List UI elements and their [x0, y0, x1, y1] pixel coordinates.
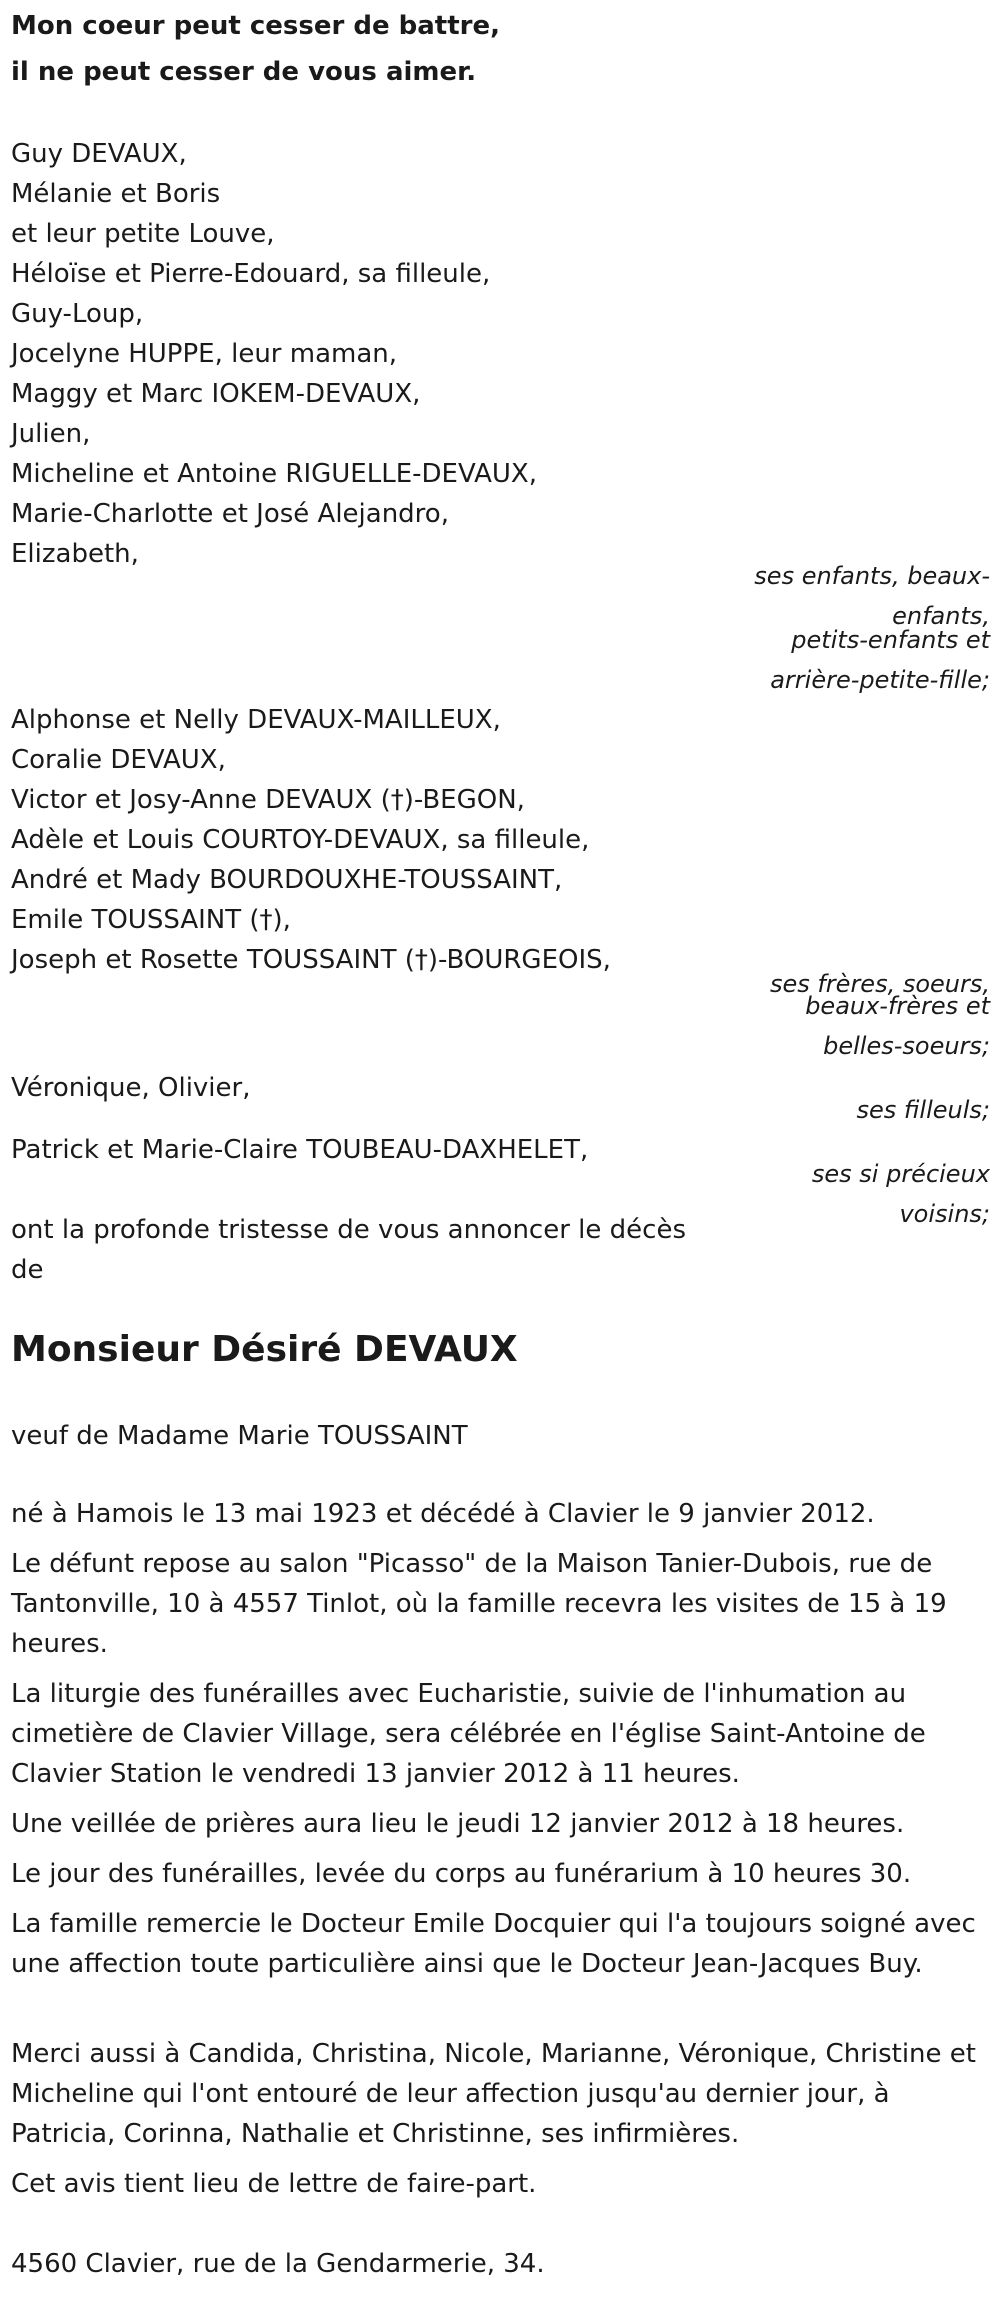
- quote-line-1: Mon coeur peut cesser de battre,: [11, 11, 500, 41]
- family-line: Victor et Josy-Anne DEVAUX (†)-BEGON,: [11, 785, 525, 815]
- family-line: Julien,: [11, 419, 91, 449]
- family-line: Jocelyne HUPPE, leur maman,: [11, 339, 398, 369]
- relation-label: enfants,: [892, 602, 990, 630]
- family-line: Joseph et Rosette TOUSSAINT (†)-BOURGEOIS,: [11, 945, 611, 975]
- detail-liturgy: La liturgie des funérailles avec Eucharistie, suivie de l'inhumation au cimetière de Clavier Village, sera célébrée en l'église Saint-Antoine de Clavier Station le vendredi 13 janvier 2012 à 11 heures.: [11, 1679, 926, 1789]
- relation-label: beaux-frères et: [805, 992, 990, 1020]
- relation-label: petits-enfants et: [791, 626, 990, 654]
- family-line: Mélanie et Boris: [11, 179, 221, 209]
- relation-label: ses si précieux: [811, 1160, 990, 1188]
- deceased-name: Monsieur Désiré DEVAUX: [11, 1329, 518, 1370]
- family-line: Coralie DEVAUX,: [11, 745, 226, 775]
- detail-notice: Cet avis tient lieu de lettre de faire-part.: [11, 2169, 537, 2199]
- godchildren-line: Véronique, Olivier,: [11, 1073, 251, 1103]
- relation-label: voisins;: [899, 1200, 990, 1228]
- relation-label: belles-soeurs;: [823, 1032, 990, 1060]
- detail-thanks-carers: Merci aussi à Candida, Christina, Nicole, Marianne, Véronique, Christine et Micheline qui l'ont entouré de leur affection jusqu'au dernier jour, à Patricia, Corinna, Nathalie et Christinne, ses infirmières.: [11, 2039, 976, 2149]
- family-line: Alphonse et Nelly DEVAUX-MAILLEUX,: [11, 705, 501, 735]
- relation-label: arrière-petite-fille;: [770, 666, 990, 694]
- family-line: Guy-Loup,: [11, 299, 144, 329]
- family-line: Micheline et Antoine RIGUELLE-DEVAUX,: [11, 459, 537, 489]
- family-line: Guy DEVAUX,: [11, 139, 187, 169]
- family-line: Emile TOUSSAINT (†),: [11, 905, 291, 935]
- family-line: André et Mady BOURDOUXHE-TOUSSAINT,: [11, 865, 563, 895]
- family-line: Maggy et Marc IOKEM-DEVAUX,: [11, 379, 421, 409]
- detail-vigil: Une veillée de prières aura lieu le jeudi 12 janvier 2012 à 18 heures.: [11, 1809, 905, 1839]
- detail-thanks-doctors: La famille remercie le Docteur Emile Docquier qui l'a toujours soigné avec une affection toute particulière ainsi que le Docteur Jean-Jacques Buy.: [11, 1909, 976, 1979]
- family-line: Adèle et Louis COURTOY-DEVAUX, sa filleule,: [11, 825, 590, 855]
- relation-label: ses filleuls;: [856, 1096, 990, 1124]
- quote-line-2: il ne peut cesser de vous aimer.: [11, 57, 477, 87]
- detail-resting-place: Le défunt repose au salon "Picasso" de la Maison Tanier-Dubois, rue de Tantonville, 10 à 4557 Tinlot, où la famille recevra les visites de 15 à 19 heures.: [11, 1549, 947, 1659]
- announcement-line: ont la profonde tristesse de vous annoncer le décès: [11, 1215, 686, 1245]
- relation-label: ses frères, soeurs,: [769, 970, 990, 998]
- neighbours-line: Patrick et Marie-Claire TOUBEAU-DAXHELET,: [11, 1135, 589, 1165]
- relation-label: ses enfants, beaux-: [754, 562, 990, 590]
- family-line: et leur petite Louve,: [11, 219, 275, 249]
- address: 4560 Clavier, rue de la Gendarmerie, 34.: [11, 2249, 545, 2279]
- detail-funeral-day: Le jour des funérailles, levée du corps au funérarium à 10 heures 30.: [11, 1859, 912, 1889]
- announcement-line: de: [11, 1255, 44, 1285]
- family-line: Elizabeth,: [11, 539, 139, 569]
- widower-line: veuf de Madame Marie TOUSSAINT: [11, 1421, 468, 1451]
- family-line: Marie-Charlotte et José Alejandro,: [11, 499, 449, 529]
- detail-birth-death: né à Hamois le 13 mai 1923 et décédé à Clavier le 9 janvier 2012.: [11, 1499, 875, 1529]
- family-line: Héloïse et Pierre-Edouard, sa filleule,: [11, 259, 491, 289]
